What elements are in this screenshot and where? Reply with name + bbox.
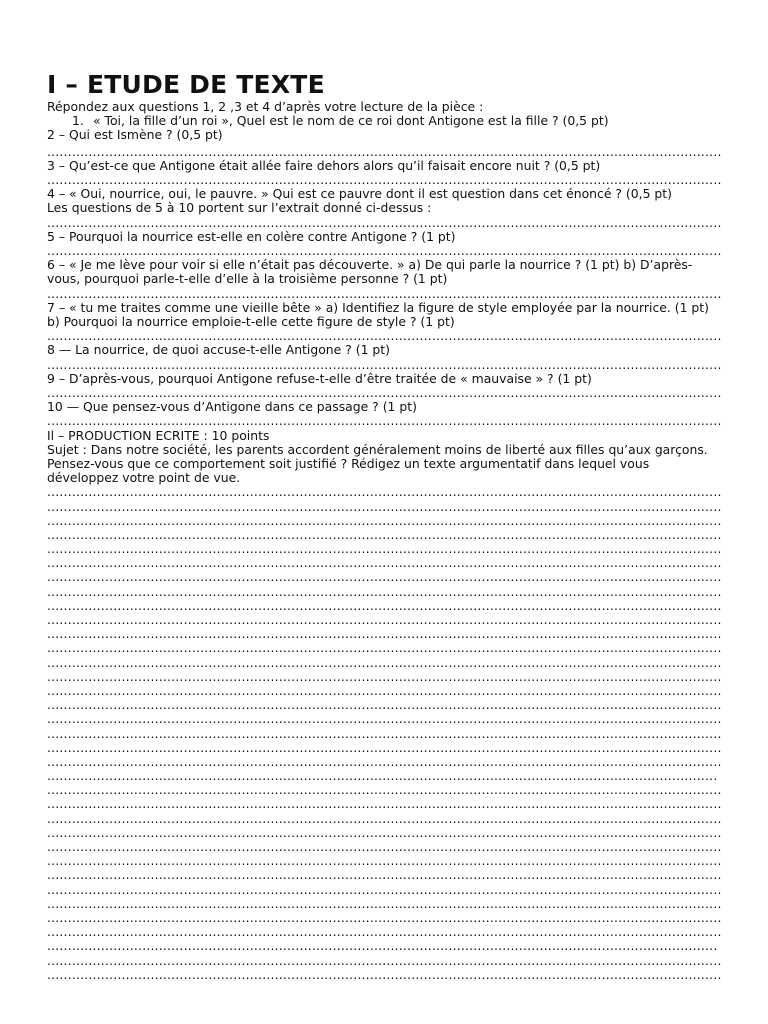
writing-line xyxy=(47,741,722,755)
writing-line xyxy=(47,783,722,797)
writing-line xyxy=(47,854,722,868)
writing-line xyxy=(47,755,722,769)
writing-line xyxy=(47,684,722,698)
writing-line xyxy=(47,670,722,684)
writing-line xyxy=(47,599,722,613)
writing-line xyxy=(47,769,717,783)
answer-line xyxy=(47,244,722,258)
instruction-note: Les questions de 5 à 10 portent sur l’extrait donné ci-dessus : xyxy=(47,200,432,216)
writing-line xyxy=(47,925,722,939)
writing-line xyxy=(47,826,722,840)
writing-lines xyxy=(47,485,722,982)
writing-line xyxy=(47,485,722,499)
writing-line xyxy=(47,698,722,712)
answer-line xyxy=(47,329,722,343)
writing-line xyxy=(47,570,722,584)
writing-line xyxy=(47,868,722,882)
answer-line xyxy=(47,386,722,400)
question-2: 2 – Qui est Ismène ? (0,5 pt) xyxy=(47,127,223,143)
writing-line xyxy=(47,883,722,897)
writing-line xyxy=(47,954,722,968)
question-3: 3 – Qu’est-ce que Antigone était allée faire dehors alors qu’il faisait encore nuit ? (0,5 pt) xyxy=(47,157,601,173)
question-7: 7 – « tu me traites comme une vieille bête » a) Identifiez la figure de style employée par la nourrice. (1 pt) b) Pourquoi la nourrice emploie-t-elle cette figure de style ? (1 pt) xyxy=(47,299,709,329)
answer-line xyxy=(47,173,722,187)
writing-line xyxy=(47,641,722,655)
writing-line xyxy=(47,542,722,556)
question-1-number: 1. xyxy=(72,113,84,129)
writing-line xyxy=(47,613,722,627)
answer-line xyxy=(47,216,722,230)
writing-line xyxy=(47,911,722,925)
writing-line xyxy=(47,727,722,741)
writing-line xyxy=(47,528,722,542)
intro-text: Répondez aux questions 1, 2 ,3 et 4 d’après votre lecture de la pièce : xyxy=(47,99,484,114)
writing-line xyxy=(47,656,722,670)
writing-line xyxy=(47,585,722,599)
section-title: I – ETUDE DE TEXTE xyxy=(47,70,325,99)
writing-line xyxy=(47,712,722,726)
writing-line xyxy=(47,500,722,514)
writing-line xyxy=(47,897,722,911)
answer-line xyxy=(47,414,722,428)
answer-line xyxy=(47,287,722,301)
question-9: 9 – D’après-vous, pourquoi Antigone refuse-t-elle d’être traitée de « mauvaise » ? (1 pt) xyxy=(47,370,592,386)
writing-line xyxy=(47,797,722,811)
writing-line xyxy=(47,939,717,953)
answer-line xyxy=(47,145,722,159)
production-subject: Sujet : Dans notre société, les parents accordent généralement moins de liberté aux filles qu’aux garçons. Pensez-vous que ce comportement soit justifié ? Rédigez un texte argumentatif dans lequel vous développez votre point de vue. xyxy=(47,441,708,486)
question-1 xyxy=(47,114,722,128)
writing-line xyxy=(47,627,722,641)
question-6: 6 – « Je me lève pour voir si elle n’était pas découverte. » a) De qui parle la nourrice ? (1 pt) b) D’après-vous, pourquoi parle-t-elle d’elle à la troisième personne ? (1 pt) xyxy=(47,257,693,287)
writing-line xyxy=(47,514,722,528)
question-8: 8 — La nourrice, de quoi accuse-t-elle Antigone ? (1 pt) xyxy=(47,342,390,358)
writing-line xyxy=(47,840,722,854)
question-10: 10 — Que pensez-vous d’Antigone dans ce passage ? (1 pt) xyxy=(47,399,417,415)
question-5: 5 – Pourquoi la nourrice est-elle en colère contre Antigone ? (1 pt) xyxy=(47,228,456,244)
question-4: 4 – « Oui, nourrice, oui, le pauvre. » Qui est ce pauvre dont il est question dans cet énoncé ? (0,5 pt) xyxy=(47,186,672,202)
writing-line xyxy=(47,968,722,982)
production-heading: Il – PRODUCTION ECRITE : 10 points xyxy=(47,427,270,443)
answer-line xyxy=(47,358,722,372)
writing-line xyxy=(47,812,722,826)
question-1-text: « Toi, la fille d’un roi », Quel est le nom de ce roi dont Antigone est la fille ? (0,5 pt) xyxy=(93,113,609,129)
writing-line xyxy=(47,556,722,570)
